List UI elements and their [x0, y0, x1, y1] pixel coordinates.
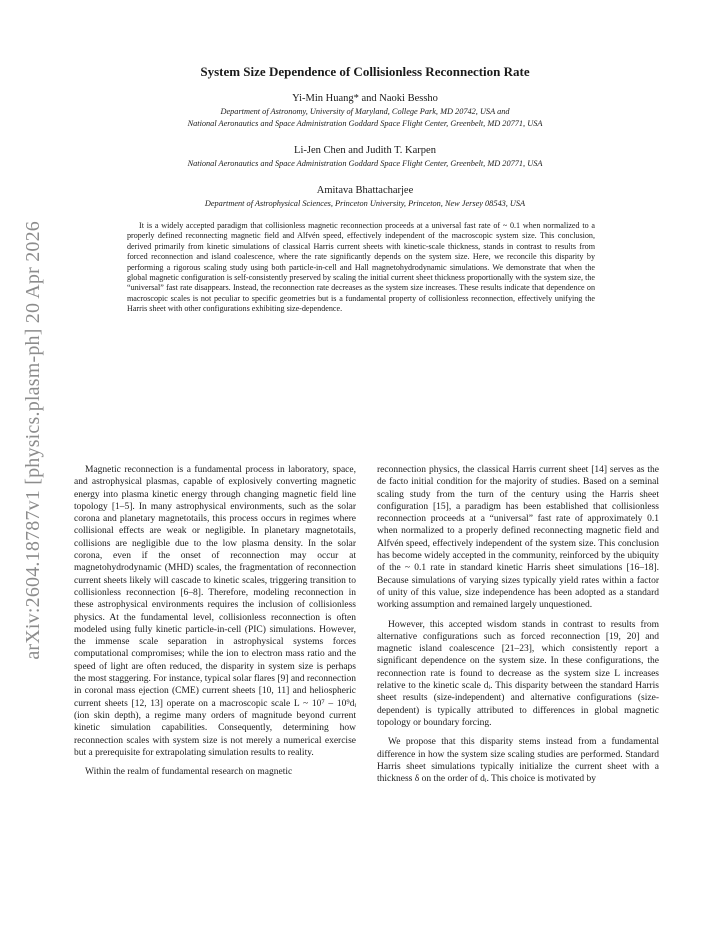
authors-line-2: Li-Jen Chen and Judith T. Karpen	[294, 145, 436, 156]
paragraph: reconnection physics, the classical Harris current sheet [14] serves as the de facto initial condition for the majority of studies. Based on a seminal scaling study from the turn of the century using the Harris sheet configuration [15], a paradigm has been established that collisionless reconnection proceeds at a “universal” fast rate of approximately 0.1 when normalized to a properly defined reconnecting magnetic field and Alfvén speed, effectively independent of the system size. This conclusion has become widely accepted in the community, reinforced by the ubiquity of the ~ 0.1 rate in standard kinetic Harris sheet simulations [16–18]. Because simulations of varying sizes typically yield rates within a factor of unity of this value, size independence has been adopted as a standard working assumption and remained largely unquestioned.	[377, 465, 659, 611]
arxiv-identifier-sidebar	[18, 205, 48, 675]
authors-line-1: Yi-Min Huang* and Naoki Bessho	[292, 93, 438, 104]
paragraph: However, this accepted wisdom stands in contrast to results from alternative configurations such as forced reconnection [19, 20] and magnetic island coalescence [21–23], which consistently report a significant dependence on the system size. In these configurations, the reconnection rate is found to decrease as the system size L increases relative to the kinetic scale dᵢ. This disparity between the standard Harris sheet results (size-independent) and alternative configurations (size-dependent) is typically attributed to differences in global magnetic topology or boundary forcing.	[377, 619, 659, 728]
affiliation-3: Department of Astrophysical Sciences, Princeton University, Princeton, New Jersey 08543, USA	[204, 199, 526, 208]
affiliation-1a: Department of Astronomy, University of Maryland, College Park, MD 20742, USA and	[220, 107, 510, 116]
affiliation-2: National Aeronautics and Space Administration Goddard Space Flight Center, Greenbelt, MD 20771, USA	[187, 159, 543, 168]
affiliation-1b: National Aeronautics and Space Administration Goddard Space Flight Center, Greenbelt, MD 20771, USA	[187, 119, 543, 128]
body-column-left	[74, 464, 356, 785]
paragraph: Within the realm of fundamental research on magnetic	[85, 767, 293, 778]
authors-line-3: Amitava Bhattacharjee	[316, 185, 414, 196]
body-column-right	[377, 464, 659, 792]
paragraph: Magnetic reconnection is a fundamental process in laboratory, space, and astrophysical plasmas, capable of explosively converting magnetic energy into plasma kinetic energy through changing magnetic field line topology [1–5]. In many astrophysical environments, such as the solar corona and planetary magnetotails, this process occurs in regimes where collisional effects are weak or negligible. In planetary magnetotails, collisions are negligible due to the low plasma density. In the solar corona, even if the onset of reconnection may occur at magnetohydrodynamic (MHD) scales, the fragmentation of reconnection current sheets likely will cascade to kinetic scales, triggering transition to collisionless reconnection [6–8]. Therefore, modeling reconnection in these astrophysical environments requires the inclusion of collisionless physics. At the fundamental level, collisionless reconnection is often modeled using fully kinetic particle-in-cell (PIC) simulations. However, the immense scale separation in astrophysical systems forces computational compromises; while the ion to electron mass ratio and the speed of light are often reduced, the disparity in system size is perhaps the most staggering. For instance, typical solar flares [9] and reconnection in coronal mass ejection (CME) current sheets [10, 11] and heliospheric current sheets [12, 13] operate on a macroscopic scale L ~ 10⁷ – 10⁹dᵢ (ion skin depth), a regime many orders of magnitude beyond current kinetic simulation capabilities. Consequently, determining how reconnection scales with system size is not merely a numerical exercise but a prerequisite for extrapolating simulation results to reality.	[74, 465, 356, 758]
paragraph: We propose that this disparity stems instead from a fundamental difference in how the system size scaling studies are performed. Standard Harris sheet simulations typically initialize the current sheet with a thickness δ on the order of dᵢ. This choice is motivated by	[377, 737, 659, 785]
abstract: It is a widely accepted paradigm that collisionless magnetic reconnection proceeds at a universal fast rate of ~ 0.1 when normalized to a properly defined reconnecting magnetic field and Alfvén speed, effectively independent of the macroscopic system size. This conclusion, derived primarily from kinetic simulations of classical Harris current sheets with kinetic-scale thickness, stands in contrast to results from forced reconnection and island coalescence, where the rate significantly depends on the system size. Here, we reconcile this disparity by performing a rigorous scaling study using both particle-in-cell and Hall magnetohydrodynamic simulations. We demonstrate that when the global magnetic configuration is self-consistently preserved by scaling the initial current sheet thickness proportionally with the system size, the “universal” fast rate disappears. Instead, the reconnection rate decreases as the system size increases. These results indicate that dependence on macroscopic scales is not peculiar to specific geometries but is a fundamental property of collisionless reconnection, effectively unifying the Harris sheet with other configurations exhibiting size-dependence.	[127, 221, 595, 314]
paper-title: System Size Dependence of Collisionless Reconnection Rate	[200, 64, 530, 79]
arxiv-identifier: arXiv:2604.18787v1 [physics.plasm-ph] 20 Apr 2026	[21, 220, 44, 660]
